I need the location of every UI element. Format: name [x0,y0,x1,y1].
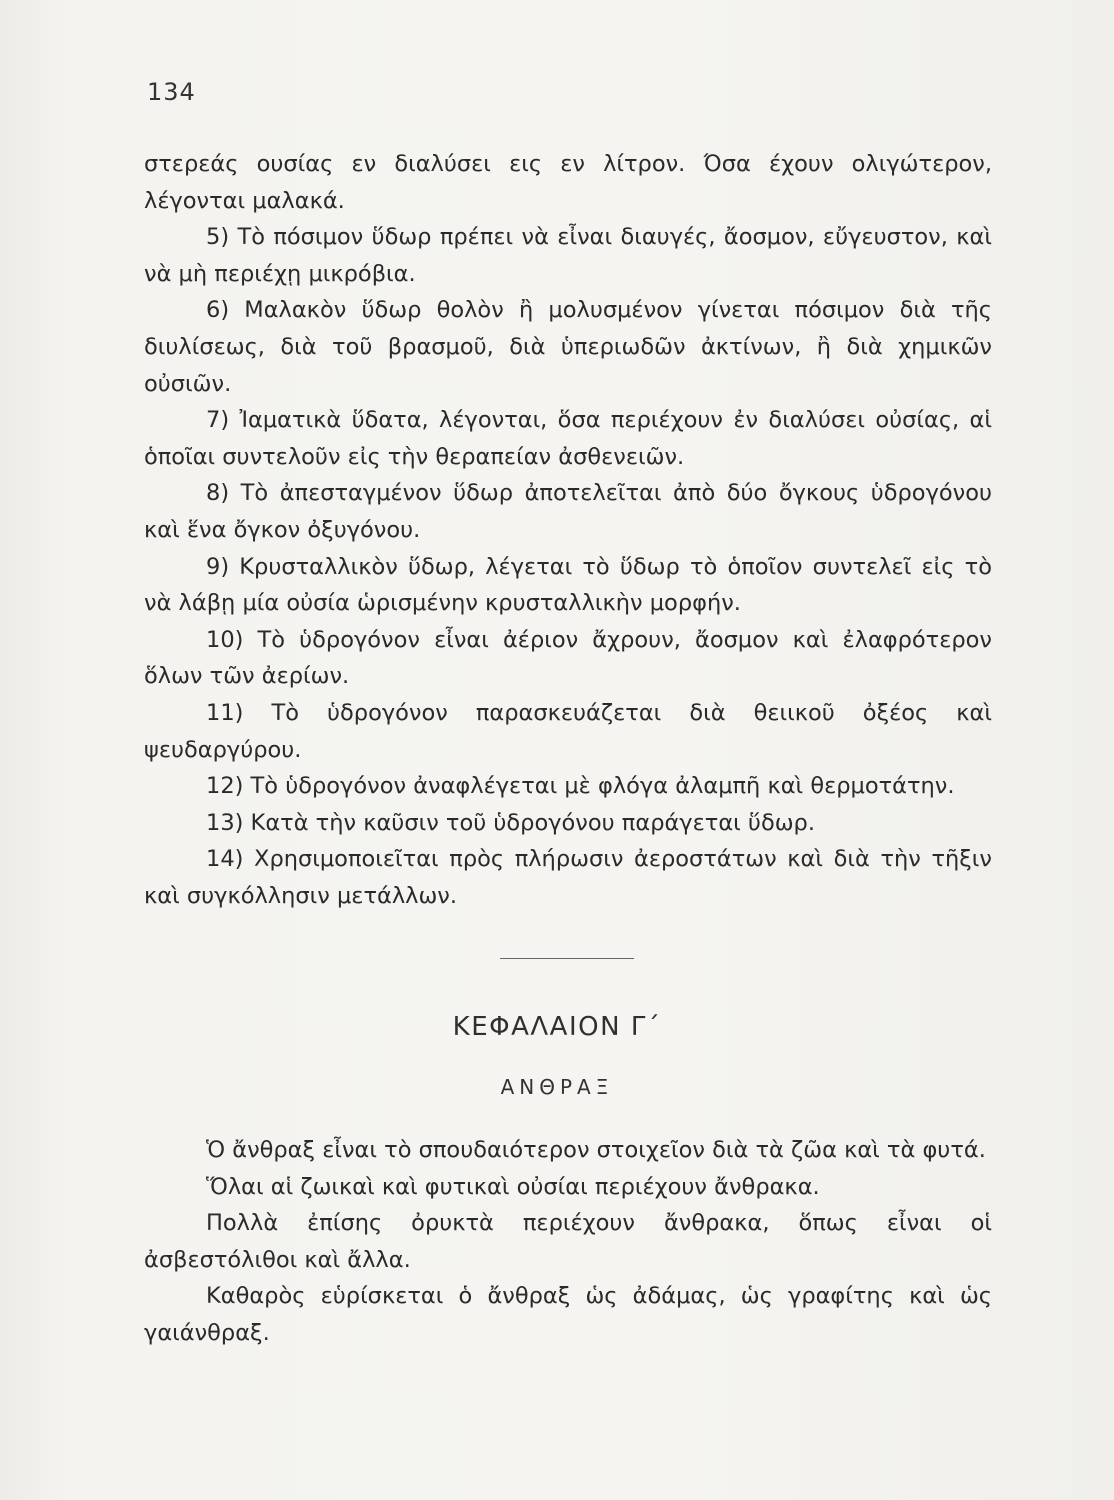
body-text-section [144,146,992,914]
chapter-paragraph-1: Ὁ ἄνθραξ εἶναι τὸ σπουδαιότερον στοιχεῖον διὰ τὰ ζῶα καὶ τὰ φυτά. [206,1137,986,1163]
paragraph-item-13: 13) Κατὰ τὴν καῦσιν τοῦ ὑδρογόνου παράγεται ὕδωρ. [206,809,815,836]
paragraph-item-8: 8) Τὸ ἀπεσταγμένον ὕδωρ ἀποτελεῖται ἀπὸ δύο ὄγκους ὑδρογόνου καὶ ἕνα ὄγκον ὀξυγόνου. [144,480,992,543]
page-number: 134 [147,78,196,106]
chapter-subtitle: ΑΝΘΡΑΞ [500,1075,614,1099]
paragraph-item-7: 7) Ἰαματικὰ ὕδατα, λέγονται, ὅσα περιέχουν ἐν διαλύσει οὐσίας, αἱ ὁποῖαι συντελοῦν εἰς τὴν θεραπείαν ἀσθενειῶν. [144,407,992,470]
paragraph-item-14: 14) Χρησιμοποιεῖται πρὸς πλήρωσιν ἀεροστάτων καὶ διὰ τὴν τῆξιν καὶ συγκόλλησιν μετάλλων. [144,846,992,909]
paragraph-item-10: 10) Τὸ ὑδρογόνον εἶναι ἀέριον ἄχρουν, ἄοσμον καὶ ἐλαφρότερον ὅλων τῶν ἀερίων. [144,626,992,690]
paragraph-item-9: 9) Κρυσταλλικὸν ὕδωρ, λέγεται τὸ ὕδωρ τὸ ὁποῖον συντελεῖ εἰς τὸ νὰ λάβῃ μία οὐσία ὡρισμένην κρυσταλλικὴν μορφήν. [144,553,992,617]
paragraph-continuation: στερεάς ουσίας εν διαλύσει εις εν λίτρον. Όσα έχουν ολιγώτερον, λέγονται μαλακά. [144,151,992,214]
chapter-paragraph-3: Πολλὰ ἐπίσης ὀρυκτὰ περιέχουν ἄνθρακα, ὅπως εἶναι οἱ ἀσβεστόλιθοι καὶ ἄλλα. [144,1210,992,1273]
chapter-paragraph-2: Ὅλαι αἱ ζωικαὶ καὶ φυτικαὶ οὐσίαι περιέχουν ἄνθρακα. [206,1173,820,1200]
chapter-title: ΚΕΦΑΛΑΙΟΝ Γ΄ [452,1012,662,1042]
paragraph-item-5: 5) Τὸ πόσιμον ὕδωρ πρέπει νὰ εἶναι διαυγές, ἄοσμον, εὔγευστον, καὶ νὰ μὴ περιέχῃ μικρόβια. [144,224,992,287]
paragraph-item-6: 6) Μαλακὸν ὕδωρ θολὸν ἢ μολυσμένον γίνεται πόσιμον διὰ τῆς διυλίσεως, διὰ τοῦ βρασμοῦ, διὰ ὑπεριωδῶν ἀκτίνων, ἢ διὰ χημικῶν οὐσιῶν. [144,297,992,397]
paragraph-item-12: 12) Τὸ ὑδρογόνον ἀναφλέγεται μὲ φλόγα ἀλαμπῆ καὶ θερμοτάτην. [206,773,955,800]
paragraph-item-11: 11) Τὸ ὑδρογόνον παρασκευάζεται διὰ θειικοῦ ὀξέος καὶ ψευδαργύρου. [144,699,992,763]
section-divider [500,958,634,959]
chapter-body-section [144,1132,992,1352]
chapter-paragraph-4: Καθαρὸς εὑρίσκεται ὁ ἄνθραξ ὡς ἀδάμας, ὡς γραφίτης καὶ ὡς γαιάνθραξ. [144,1283,992,1346]
